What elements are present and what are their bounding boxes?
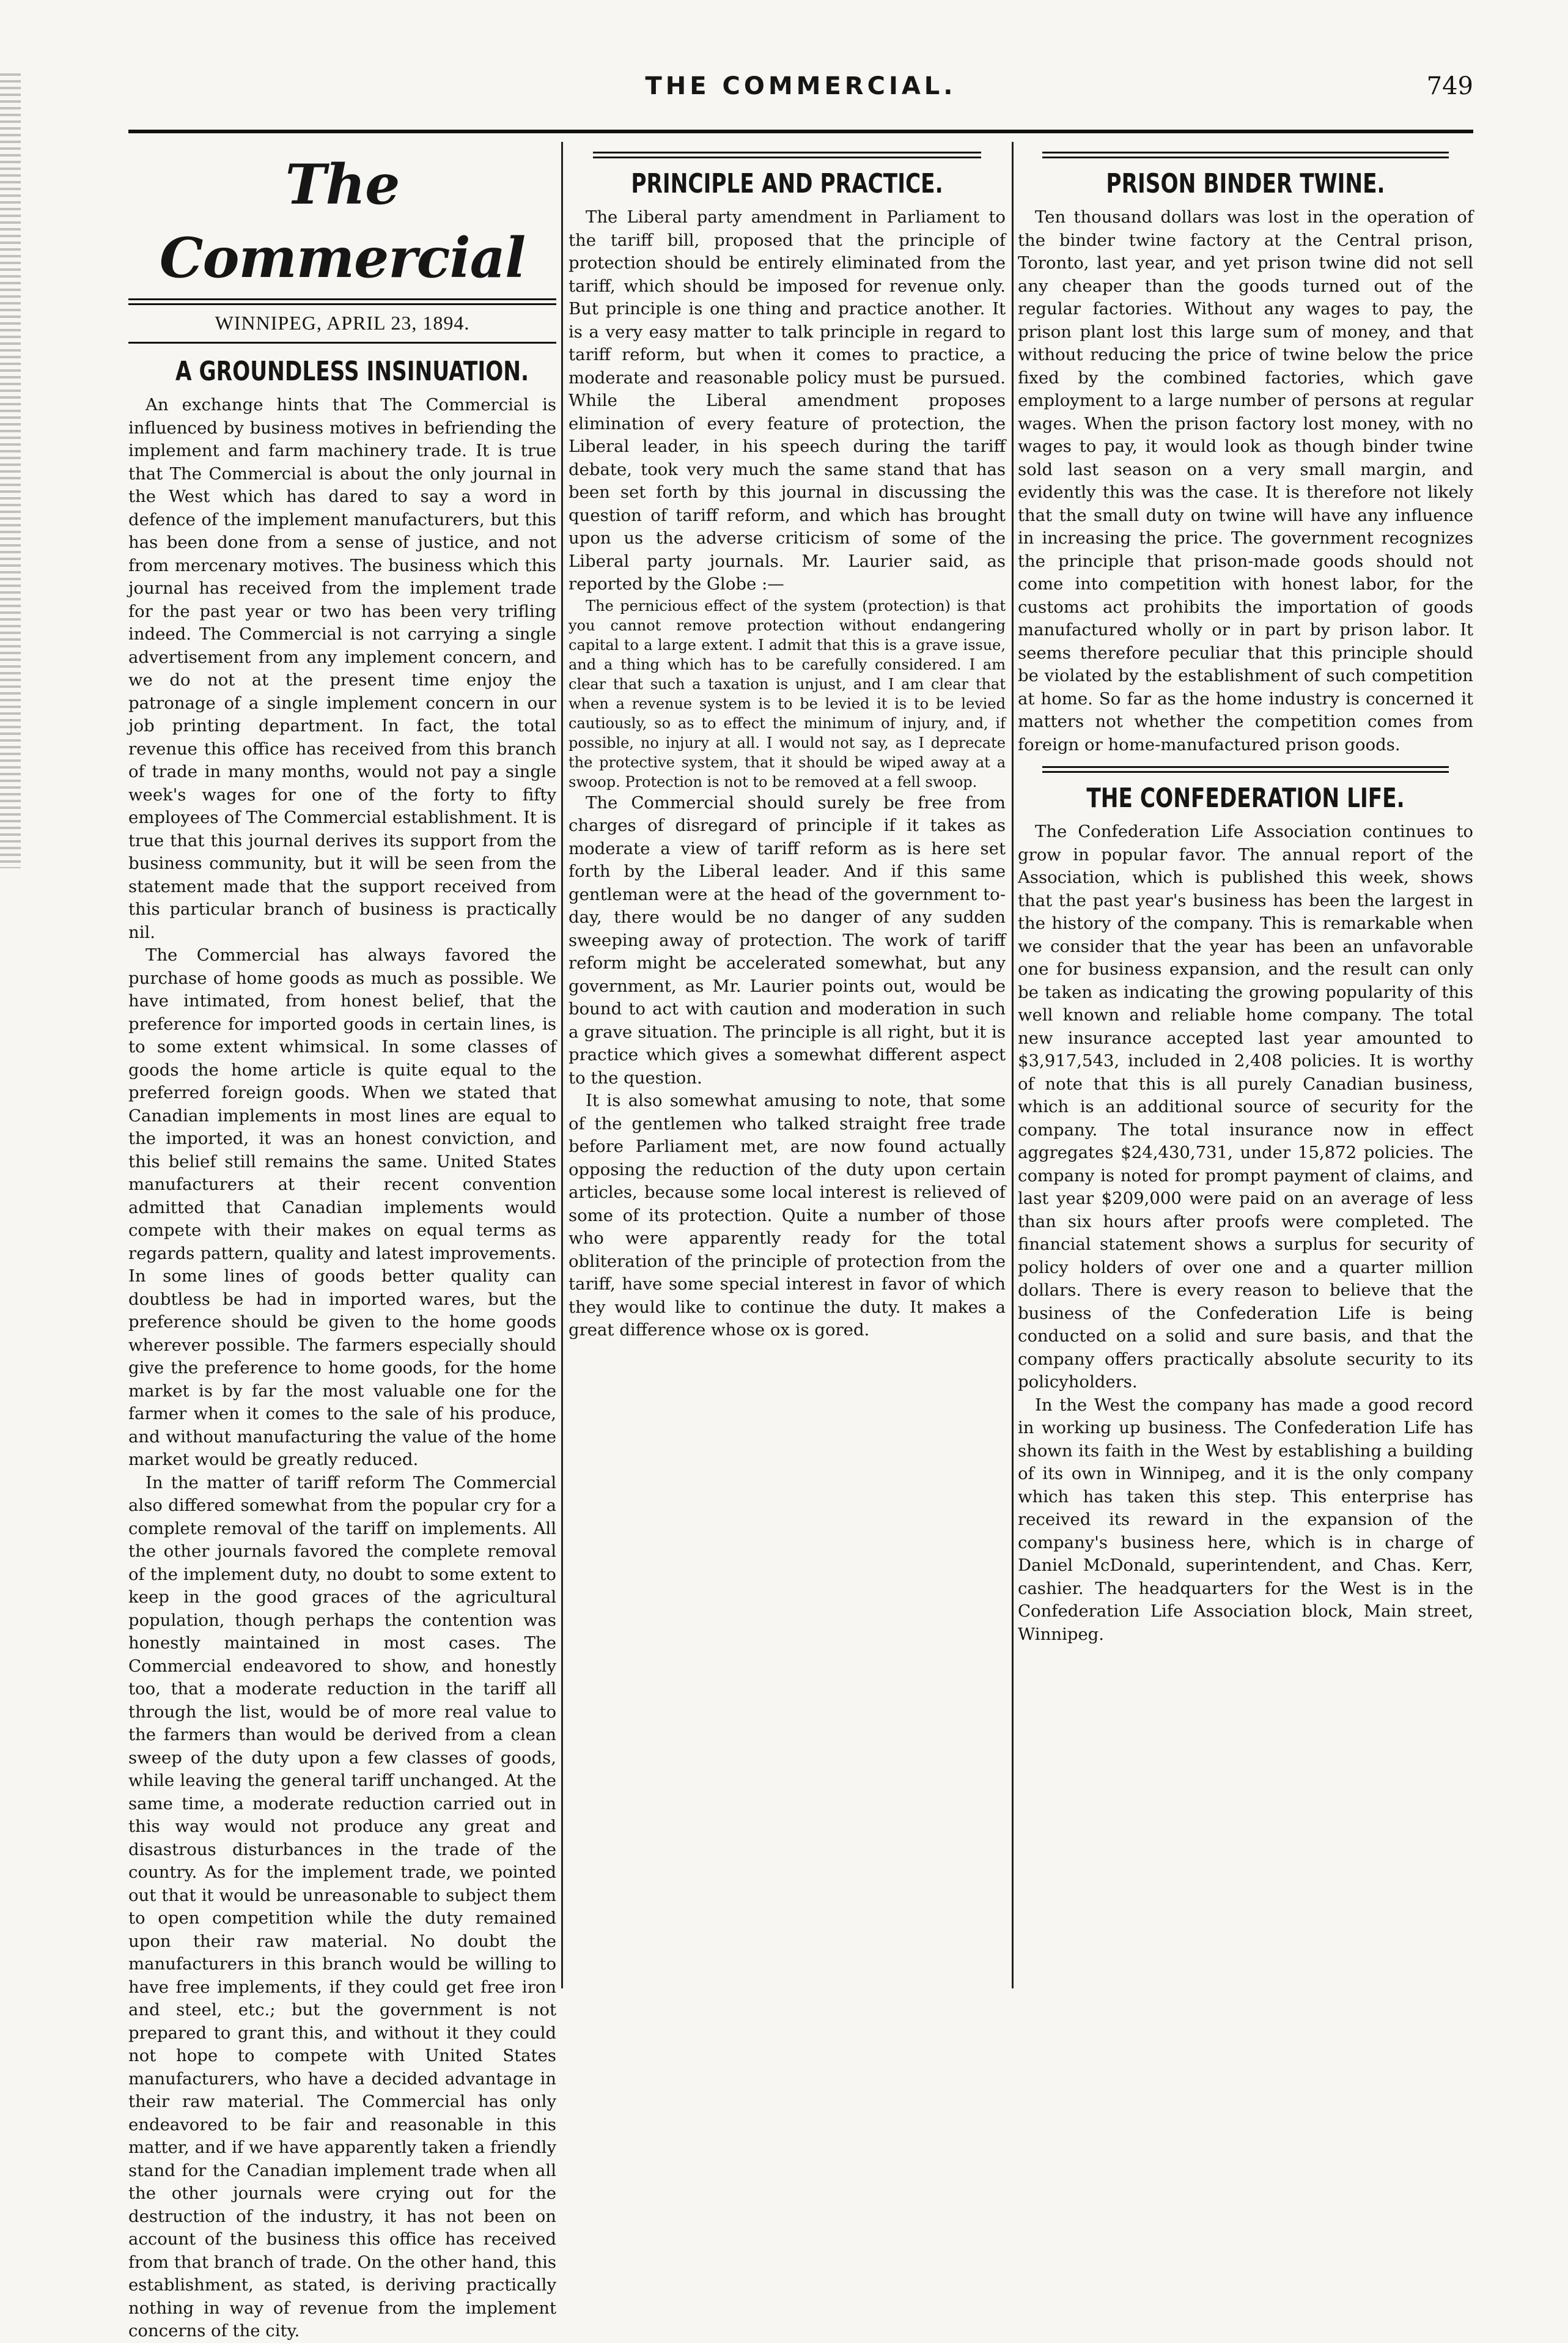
article-separator xyxy=(1042,152,1449,158)
paragraph: An exchange hints that The Commercial is influenced by business motives in befriending the implement and farm machinery trade. It is true that The Commercial is about the only journal in the West which has dared to say a word in defence of the implement manufacturers, but this has been done from a sense of justice, and not from mercenary motives. The business which this journal has received from the implement trade for the past year or two has been very trifling indeed. The Commercial is not carrying a single advertisement from any implement concern, and we do not at the present time enjoy the patronage of a single implement concern in our job printing department. In fact, the total revenue this office has received from this branch of trade in many months, would not pay a single week's wages for one of the forty to fifty employees of The Commercial establishment. It is true that this journal derives its support from the business community, but it will be seen from the statement made that the support received from this particular branch of business is practically nil. xyxy=(128,395,556,942)
column-3 xyxy=(1018,142,1473,1988)
paragraph: The Commercial should surely be free from charges of disregard of principle if it takes as moderate a view of tariff reform as is here set forth by the Liberal leader. And if this same gentleman were at the head of the government to-day, there would be no danger of any sudden sweeping away of protection. The work of tariff reform might be accelerated somewhat, but any government, as Mr. Laurier points out, would be bound to act with caution and moderation in such a grave situation. The principle is all right, but it is practice which gives a somewhat different aspect to the question. xyxy=(569,792,1006,1088)
headline-groundless: A GROUNDLESS INSINUATION. xyxy=(175,356,529,387)
headline-confederation: THE CONFEDERATION LIFE. xyxy=(1086,783,1405,814)
headline-prison: PRISON BINDER TWINE. xyxy=(1106,168,1385,199)
paragraph: Ten thousand dollars was lost in the operation of the binder twine factory at the Central prison, Toronto, last year, and yet prison twine did not sell any cheaper than the goods turned out of the regular factories. Without any wages to pay, the prison plant lost this large sum of money, and that without reducing the price of twine below the price fixed by the combined factories, which gave employment to a large number of persons at regular wages. When the prison factory lost money, with no wages to pay, it would look as though binder twine sold last season on a very small margin, and evidently this was the case. It is therefore not likely that the small duty on twine will have any influence in increasing the price. The government recognizes the principle that prison-made goods should not come into competition with honest labor, for the customs act prohibits the importation of goods manufactured wholly or in part by prison labor. It seems therefore peculiar that this principle should be violated by the establishment of such competition at home. So far as the home industry is concerned it matters not whether the competition comes from foreign or home-manufactured prison goods. xyxy=(1018,207,1473,755)
paragraph: The Confederation Life Association continues to grow in popular favor. The annual report of the Association, which is published this week, shows that the past year's business has been the largest in the history of the company. This is remarkable when we consider that the year has been an unfavorable one for business expansion, and the result can only be taken as indicating the growing popularity of this well known and reliable home company. The total new insurance accepted last year amounted to $3,917,543, included in 2,408 policies. It is worthy of note that this is all purely Canadian business, which is an additional source of security for the company. The total insurance now in effect aggregates $24,430,731, under 15,872 policies. The company is noted for prompt payment of claims, and last year $209,000 were paid on an average of less than six hours after proofs were completed. The financial statement shows a surplus for security of policy holders of over one and a quarter million dollars. There is every reason to believe that the business of the Confederation Life is being conducted on a solid and sure basis, and that the company offers practically absolute security to its policyholders. xyxy=(1018,822,1473,1392)
dateline-rule xyxy=(128,342,556,344)
paragraph: In the West the company has made a good record in working up business. The Confederation Life has shown its faith in the West by establishing a building of its own in Winnipeg, and it is the only company which has taken this step. This enterprise has received its reward in the expansion of the company's business here, which is in charge of Daniel McDonald, superintendent, and Chas. Kerr, cashier. The headquarters for the West is in the Confederation Life Association block, Main street, Winnipeg. xyxy=(1018,1395,1473,1644)
masthead-title: The Commercial xyxy=(159,152,526,290)
column-divider xyxy=(1012,142,1014,1988)
running-head xyxy=(128,72,1473,109)
column-2 xyxy=(569,142,1006,1988)
paragraph: The Commercial has always favored the purchase of home goods as much as possible. We have intimated, from honest belief, that the preference for imported goods in certain lines, is to some extent whimsical. In some classes of goods the home article is quite equal to the preferred foreign goods. When we stated that Canadian implements in most lines are equal to the imported, it was an honest conviction, and this belief still remains the same. United States manufacturers at their recent convention admitted that Canadian implements would compete with their makes on equal terms as regards pattern, quality and latest improvements. In some lines of goods better quality can doubtless be had in imported wares, but the preference should be given to the home goods wherever possible. The farmers especially should give the preference to home goods, for the home market is by far the most valuable one for the farmer when it comes to the sale of his produce, and without manufacturing the value of the home market would be greatly reduced. xyxy=(128,945,556,1469)
column-1 xyxy=(128,142,556,2341)
column-divider xyxy=(561,142,563,1988)
article-separator xyxy=(593,152,981,158)
scan-edge-artifact xyxy=(0,73,21,868)
paragraph: It is also somewhat amusing to note, that some of the gentlemen who talked straight free trade before Parliament met, are now found actually opposing the reduction of the duty upon certain articles, because some local interest is relieved of some of its protection. Quite a number of those who were apparently ready for the total obliteration of the principle of protection from the tariff, have some special interest in favor of which they would like to continue the duty. It makes a great difference whose ox is gored. xyxy=(569,1091,1006,1340)
running-title: THE COMMERCIAL. xyxy=(645,72,957,100)
top-rule xyxy=(128,130,1473,133)
page-number: 749 xyxy=(1426,72,1473,100)
dateline: WINNIPEG, APRIL 23, 1894. xyxy=(215,312,470,334)
paragraph: The Liberal party amendment in Parliament to the tariff bill, proposed that the principle of protection should be entirely eliminated from the tariff, which should be imposed for revenue only. But principle is one thing and practice another. It is a very easy matter to talk principle in regard to tariff reform, but when it comes to practice, a moderate and reasonable policy must be pursued. While the Liberal amendment proposes elimination of every feature of protection, the Liberal leader, in his speech during the tariff debate, took very much the same stand that has been set forth by this journal in discussing the question of tariff reform, and which has brought upon us the adverse criticism of some of the Liberal party journals. Mr. Laurier said, as reported by the Globe :— xyxy=(569,207,1006,594)
headline-principle: PRINCIPLE AND PRACTICE. xyxy=(631,168,943,199)
quoted-paragraph: The pernicious effect of the system (protection) is that you cannot remove protection without endangering capital to a large extent. I admit that this is a grave issue, and a thing which has to be carefully considered. I am clear that such a taxation is unjust, and I am clear that when a revenue system is to be levied it is to be levied cautiously, so as to effect the minimum of injury, and, if possible, no injury at all. I would not say, as I deprecate the protective system, that it should be wiped away at a swoop. Protection is not to be removed at a fell swoop. xyxy=(569,597,1006,791)
masthead-rule xyxy=(128,298,556,305)
paragraph: In the matter of tariff reform The Commercial also differed somewhat from the popular cry for a complete removal of the tariff on implements. All the other journals favored the complete removal of the implement duty, no doubt to some extent to keep in the good graces of the agricultural population, though perhaps the contention was honestly maintained in most cases. The Commercial endeavored to show, and honestly too, that a moderate reduction in the tariff all through the list, would be of more real value to the farmers than would be derived from a clean sweep of the duty upon a few classes of goods, while leaving the general tariff unchanged. At the same time, a moderate reduction carried out in this way would not produce any great and disastrous disturbances in the trade of the country. As for the implement trade, we pointed out that it would be unreasonable to subject them to open competition while the duty remained upon their raw material. No doubt the manufacturers in this branch would be willing to have free implements, if they could get free iron and steel, etc.; but the government is not prepared to grant this, and without it they could not hope to compete with United States manufacturers, who have a decided advantage in their raw material. The Commercial has only endeavored to be fair and reasonable in this matter, and if we have apparently taken a friendly stand for the Canadian implement trade when all the other journals were crying out for the destruction of the industry, it has not been on account of the business this office has received from that branch of trade. On the other hand, this establishment, as stated, is deriving practically nothing in way of revenue from the implement concerns of the city. xyxy=(128,1472,556,2341)
article-separator xyxy=(1042,766,1449,773)
